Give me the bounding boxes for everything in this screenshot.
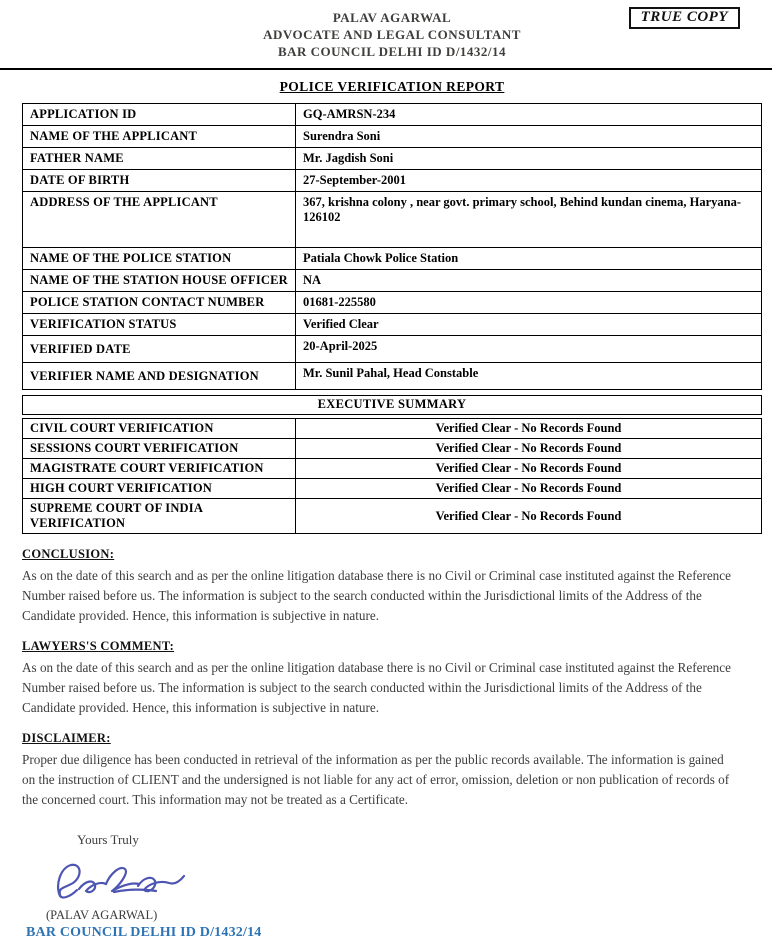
- field-label: NAME OF THE POLICE STATION: [23, 248, 296, 270]
- report-field-row: [23, 270, 762, 292]
- field-value: NA: [296, 270, 762, 292]
- field-label: APPLICATION ID: [23, 104, 296, 126]
- field-label: SUPREME COURT OF INDIA VERIFICATION: [23, 499, 296, 534]
- field-value: Verified Clear - No Records Found: [296, 439, 762, 459]
- signatory-bar-id: BAR COUNCIL DELHI ID D/1432/14: [26, 925, 262, 940]
- signatory-name: (PALAV AGARWAL): [46, 908, 158, 922]
- field-label: DATE OF BIRTH: [23, 170, 296, 192]
- field-label: MAGISTRATE COURT VERIFICATION: [23, 459, 296, 479]
- report-field-row: [23, 363, 762, 390]
- lawyers-comment-heading: LAWYERS'S COMMENT:: [22, 639, 175, 653]
- executive-summary-row: [23, 499, 762, 534]
- field-value: Mr. Sunil Pahal, Head Constable: [296, 363, 762, 390]
- report-title: POLICE VERIFICATION REPORT: [279, 79, 505, 94]
- report-field-row: [23, 104, 762, 126]
- report-field-row: [23, 192, 762, 248]
- executive-summary-title: EXECUTIVE SUMMARY: [22, 395, 762, 415]
- field-value: Verified Clear: [296, 314, 762, 336]
- conclusion-heading: CONCLUSION:: [22, 547, 115, 561]
- field-label: VERIFICATION STATUS: [23, 314, 296, 336]
- executive-summary-row: [23, 459, 762, 479]
- field-value: Patiala Chowk Police Station: [296, 248, 762, 270]
- lawyers-comment-body: As on the date of this search and as per the online litigation database there is no Civil or Criminal case instituted against the Reference Number raised before us. The information is subject to the search conducted within the Jurisdictional limits of the Address of the Candidate provided. Hence, this information is subjective in nature.: [22, 660, 731, 715]
- field-value: Verified Clear - No Records Found: [296, 479, 762, 499]
- executive-summary-row: [23, 439, 762, 459]
- field-label: HIGH COURT VERIFICATION: [23, 479, 296, 499]
- letterhead-title: ADVOCATE AND LEGAL CONSULTANT: [263, 27, 521, 42]
- disclaimer-heading: DISCLAIMER:: [22, 731, 111, 745]
- letterhead-name: PALAV AGARWAL: [332, 10, 452, 25]
- field-value: Verified Clear - No Records Found: [296, 459, 762, 479]
- report-field-row: [23, 248, 762, 270]
- report-field-row: [23, 314, 762, 336]
- report-field-row: [23, 126, 762, 148]
- field-label: CIVIL COURT VERIFICATION: [23, 419, 296, 439]
- field-label: POLICE STATION CONTACT NUMBER: [23, 292, 296, 314]
- report-field-row: [23, 170, 762, 192]
- field-value: Surendra Soni: [296, 126, 762, 148]
- field-value: 01681-225580: [296, 292, 762, 314]
- disclaimer-section: [22, 731, 762, 810]
- field-label: NAME OF THE APPLICANT: [23, 126, 296, 148]
- disclaimer-body: Proper due diligence has been conducted in retrieval of the information as per the public records available. The information is gained on the instruction of CLIENT and the undersigned is not liable for any act of error, omission, deletion or non publication of records of the concerned court. This information may not be treated as a Certificate.: [22, 752, 730, 807]
- field-value: 20-April-2025: [296, 336, 762, 363]
- true-copy-stamp: TRUE COPY: [629, 7, 740, 29]
- field-label: NAME OF THE STATION HOUSE OFFICER: [23, 270, 296, 292]
- header-divider: [0, 68, 772, 70]
- field-label: VERIFIER NAME AND DESIGNATION: [23, 363, 296, 390]
- field-label: SESSIONS COURT VERIFICATION: [23, 439, 296, 459]
- field-value: 27-September-2001: [296, 170, 762, 192]
- field-value: Verified Clear - No Records Found: [296, 419, 762, 439]
- conclusion-section: [22, 547, 762, 626]
- field-value: GQ-AMRSN-234: [296, 104, 762, 126]
- report-table: [22, 103, 762, 390]
- field-label: FATHER NAME: [23, 148, 296, 170]
- report-field-row: [23, 292, 762, 314]
- field-label: ADDRESS OF THE APPLICANT: [23, 192, 296, 248]
- executive-summary-row: [23, 479, 762, 499]
- lawyers-comment-section: [22, 639, 762, 718]
- executive-summary-table: [22, 418, 762, 534]
- field-label: VERIFIED DATE: [23, 336, 296, 363]
- salutation: Yours Truly: [77, 832, 139, 847]
- letterhead-bar-id: BAR COUNCIL DELHI ID D/1432/14: [277, 44, 507, 59]
- field-value: Mr. Jagdish Soni: [296, 148, 762, 170]
- executive-summary-row: [23, 419, 762, 439]
- report-field-row: [23, 148, 762, 170]
- report-field-row: [23, 336, 762, 363]
- field-value: 367, krishna colony , near govt. primary school, Behind kundan cinema, Haryana-126102: [296, 192, 762, 248]
- field-value: Verified Clear - No Records Found: [296, 499, 762, 534]
- signature-image: [48, 856, 762, 906]
- conclusion-body: As on the date of this search and as per the online litigation database there is no Civil or Criminal case instituted against the Reference Number raised before us. The information is subject to the search conducted within the Jurisdictional limits of the Address of the Candidate provided. Hence, this information is subjective in nature.: [22, 568, 731, 623]
